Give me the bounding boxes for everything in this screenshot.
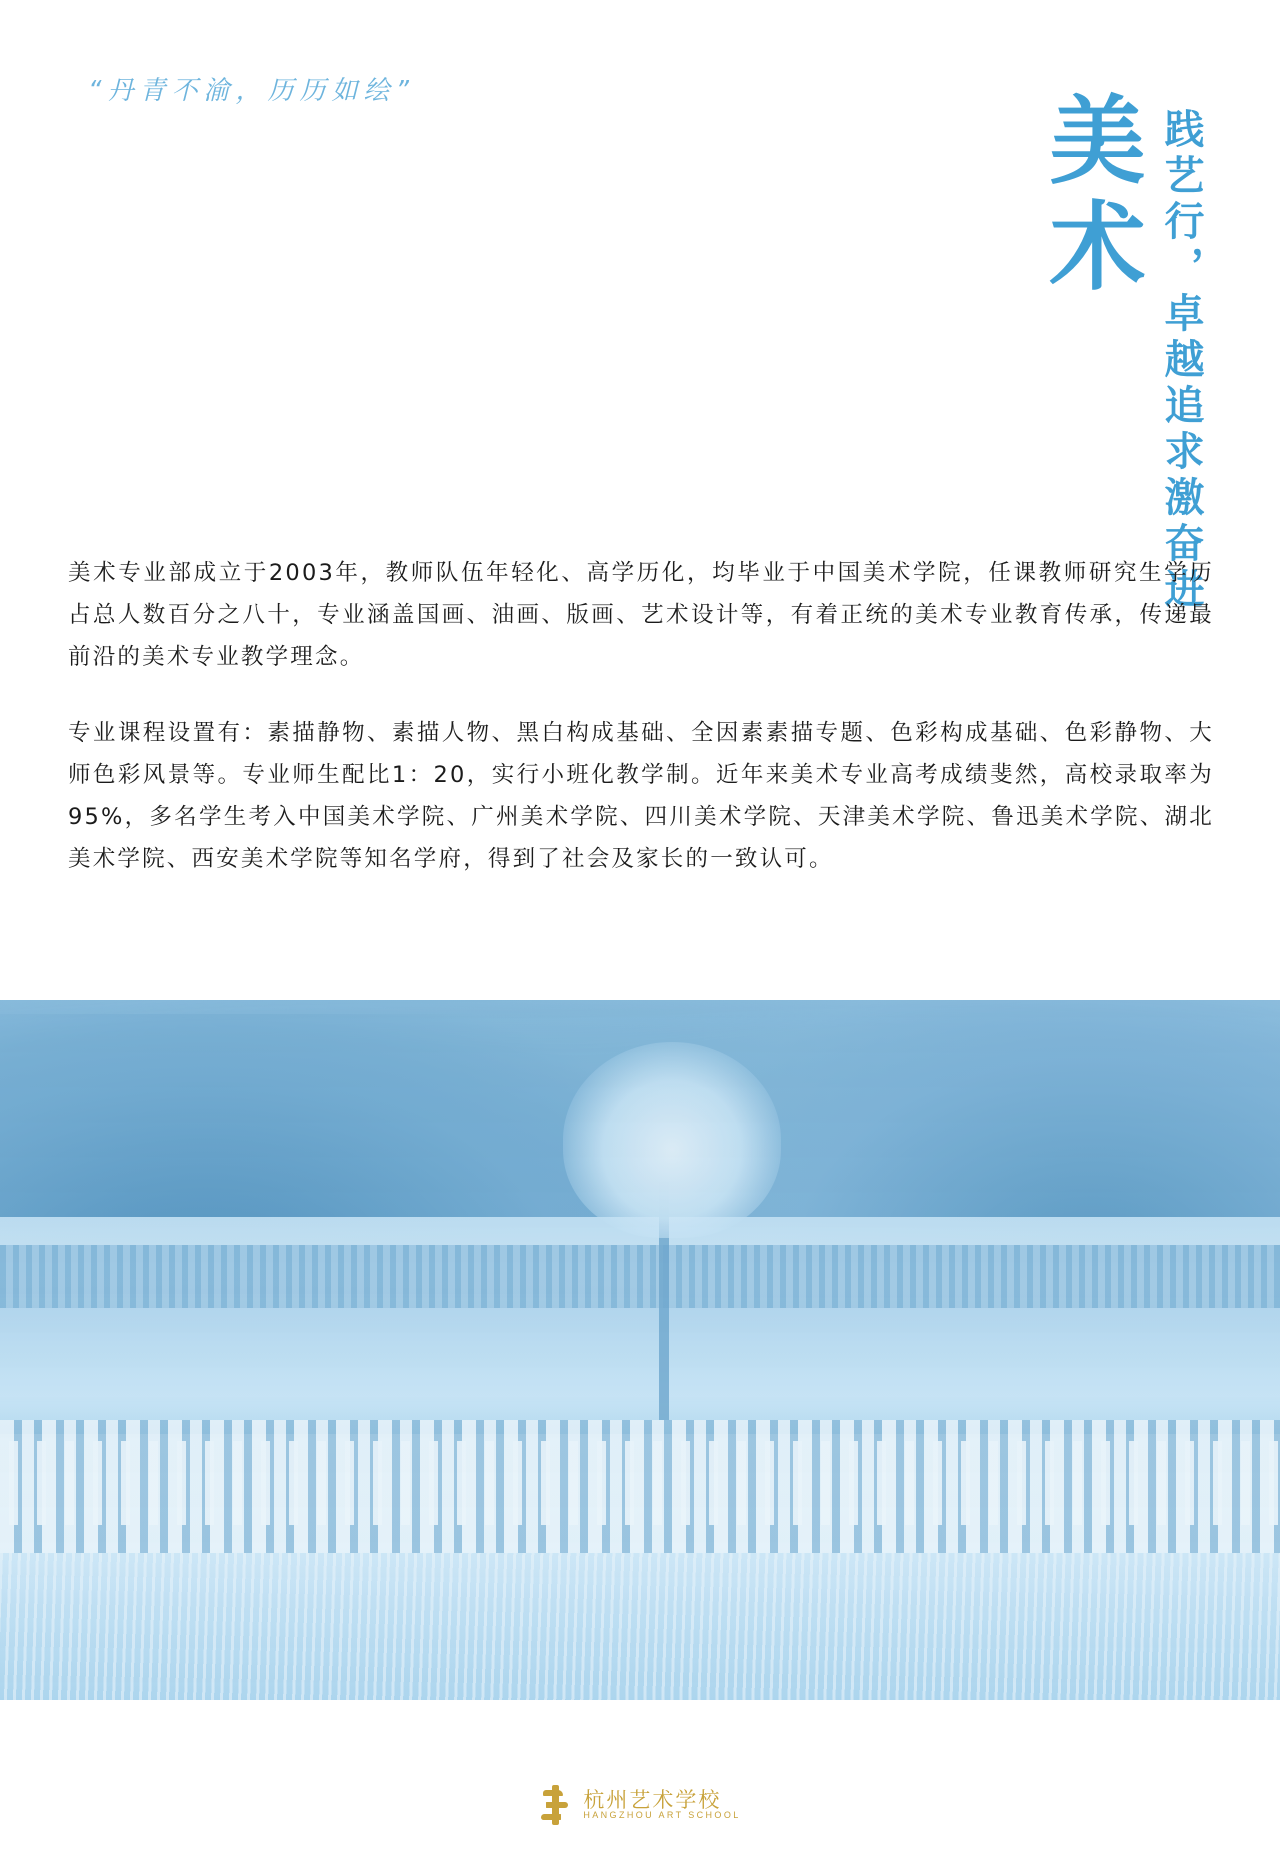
header-quote: “丹青不渝，历历如绘” — [88, 76, 415, 106]
title-block — [1033, 90, 1202, 614]
page-subtitle: 践艺行，卓越追求激奋进 — [1158, 108, 1204, 614]
school-name-cn: 杭州艺术学校 — [583, 1788, 722, 1813]
school-logo-text — [583, 1789, 740, 1820]
body-text — [68, 552, 1214, 914]
paragraph-1: 美术专业部成立于2003年，教师队伍年轻化、高学历化，均毕业于中国美术学院，任课教师研究生学历占总人数百分之八十，专业涵盖国画、油画、版画、艺术设计等，有着正统的美术专业教育传承，传递最前沿的美术专业教学理念。 — [68, 560, 1214, 670]
photo-outdoor-sketching — [0, 1000, 1280, 1700]
school-logo-icon — [539, 1785, 573, 1825]
school-name-en: HANGZHOU ART SCHOOL — [583, 1810, 741, 1821]
paragraph-2: 专业课程设置有：素描静物、素描人物、黑白构成基础、全因素素描专题、色彩构成基础、色彩静物、大师色彩风景等。专业师生配比1：20，实行小班化教学制。近年来美术专业高考成绩斐然，高校录取率为95%，多名学生考入中国美术学院、广州美术学院、四川美术学院、天津美术学院、鲁迅美术学院、湖北美术学院、西安美术学院等知名学府，得到了社会及家长的一致认可。 — [68, 720, 1214, 872]
page-title: 美术 — [1034, 90, 1146, 302]
photo-blue-tint — [0, 1000, 1280, 1700]
footer-logo — [0, 1785, 1280, 1825]
